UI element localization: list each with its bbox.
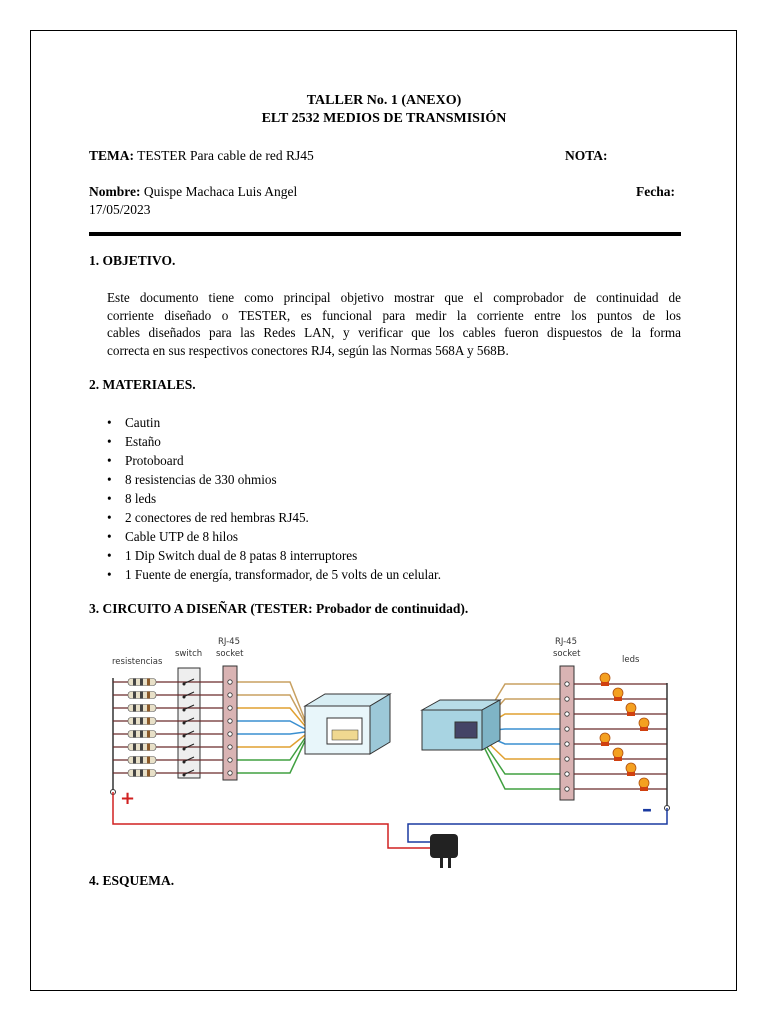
objetivo-line: corriente diseñado o TESTER, es funcional para medir la corriente entre los puntos de los [107, 307, 681, 323]
socket-pin [565, 757, 569, 761]
header-divider [89, 232, 681, 236]
doc-title-line2: ELT 2532 MEDIOS DE TRANSMISIÓN [261, 111, 507, 126]
socket-pin [228, 771, 232, 775]
section-heading-circuito: 3. CIRCUITO A DISEÑAR (TESTER: Probador de continuidad). [89, 601, 469, 616]
list-item: • 1 Fuente de energía, transformador, de 5 volts de un celular. [107, 567, 441, 582]
power-adapter-icon [430, 834, 458, 868]
bullet: • [107, 567, 112, 582]
socket-pin [565, 727, 569, 731]
bullet: • [107, 510, 112, 525]
utp-wire-left [237, 695, 305, 723]
utp-wire-left [237, 732, 305, 734]
resistor [128, 679, 156, 686]
led-icon [600, 673, 610, 686]
resistor [128, 731, 156, 738]
socket-pin [228, 706, 232, 710]
list-item: • Cable UTP de 8 hilos [107, 529, 239, 544]
switch-pin [183, 696, 186, 699]
doc-title-line1: TALLER No. 1 (ANEXO) [306, 93, 462, 108]
label-leds: leds [622, 655, 640, 665]
resistor [128, 757, 156, 764]
plus-sign: + [120, 788, 136, 809]
switch-pin [183, 748, 186, 751]
led-icon [626, 763, 636, 776]
list-item: • 1 Dip Switch dual de 8 patas 8 interruptores [107, 548, 358, 563]
switch-pin [183, 722, 186, 725]
socket-pin [565, 787, 569, 791]
objetivo-line: cables diseñados para las Redes LAN, y verificar que los cables fueron dispuestos de la forma [107, 325, 681, 340]
resistor [128, 718, 156, 725]
utp-wire-right [482, 740, 560, 774]
nombre-row [89, 184, 297, 200]
socket-pin [228, 693, 232, 697]
led-icon [626, 703, 636, 716]
list-item: • Estaño [107, 434, 161, 449]
minus-sign: – [642, 797, 652, 821]
socket-pin [228, 758, 232, 762]
section-heading-materiales: 2. MATERIALES. [89, 377, 196, 392]
led-icon [613, 688, 623, 701]
positive-wire [113, 792, 430, 848]
bullet: • [107, 548, 112, 563]
section-heading-esquema: 4. ESQUEMA. [89, 873, 175, 888]
bullet: • [107, 434, 112, 449]
list-item: • 2 conectores de red hembras RJ45. [107, 510, 309, 525]
led-icon [613, 748, 623, 761]
circuit-diagram [100, 628, 680, 873]
nota-label: NOTA: [565, 148, 608, 163]
objetivo-line: Este documento tiene como principal objetivo mostrar que el comprobador de continuidad de [107, 290, 681, 305]
tema-label: TEMA: [89, 148, 134, 163]
list-item: • 8 leds [107, 491, 157, 506]
switch-pin [183, 774, 186, 777]
socket-pin [228, 719, 232, 723]
bullet: • [107, 529, 112, 544]
materiales-list [107, 413, 441, 584]
label-rj45-right: RJ-45 [555, 637, 577, 647]
bullet: • [107, 415, 112, 430]
switch-pin [183, 735, 186, 738]
rj45-jack-right [422, 700, 500, 750]
led-icon [600, 733, 610, 746]
objetivo-paragraph [107, 289, 681, 359]
rj45-jack-left [305, 694, 390, 754]
socket-pin [228, 745, 232, 749]
resistor [128, 744, 156, 751]
socket-pin [565, 697, 569, 701]
led-icon [639, 778, 649, 791]
tema-value: TESTER Para cable de red RJ45 [137, 148, 314, 163]
bullet: • [107, 472, 112, 487]
list-item: • Protoboard [107, 453, 184, 468]
switch-pin [183, 709, 186, 712]
resistor [128, 770, 156, 777]
utp-wire-left [237, 721, 305, 729]
nombre-value: Quispe Machaca Luis Angel [143, 184, 298, 199]
nombre-label: Nombre: [89, 184, 141, 199]
label-socket-right: socket [553, 649, 581, 659]
fecha-label: Fecha: [636, 184, 675, 199]
label-switch: switch [175, 649, 203, 659]
utp-wire-left [237, 738, 305, 760]
resistor [128, 692, 156, 699]
tema-row [89, 148, 314, 164]
socket-pin [228, 680, 232, 684]
label-socket-left: socket [216, 649, 244, 659]
label-rj45-left: RJ-45 [218, 637, 240, 647]
fecha-value: 17/05/2023 [89, 202, 151, 217]
led-icon [639, 718, 649, 731]
label-resistencias: resistencias [112, 657, 163, 667]
switch-pin [183, 683, 186, 686]
list-item: • Cautin [107, 415, 161, 430]
utp-wire-left [237, 735, 305, 747]
socket-pin [565, 772, 569, 776]
socket-pin [565, 682, 569, 686]
socket-pin [565, 742, 569, 746]
list-item: • 8 resistencias de 330 ohmios [107, 472, 277, 487]
utp-wire-left [237, 741, 305, 773]
wire-group [237, 682, 560, 789]
switch-pin [183, 761, 186, 764]
dip-switch-body [178, 668, 200, 778]
resistor [128, 705, 156, 712]
socket-pin [228, 732, 232, 736]
section-heading-objetivo: 1. OBJETIVO. [89, 253, 176, 268]
socket-pin [565, 712, 569, 716]
utp-wire-right [482, 743, 560, 789]
objetivo-line: correcta en sus respectivos conectores RJ4, según las Normas 568A y 568B. [107, 342, 509, 358]
bullet: • [107, 453, 112, 468]
bullet: • [107, 491, 112, 506]
